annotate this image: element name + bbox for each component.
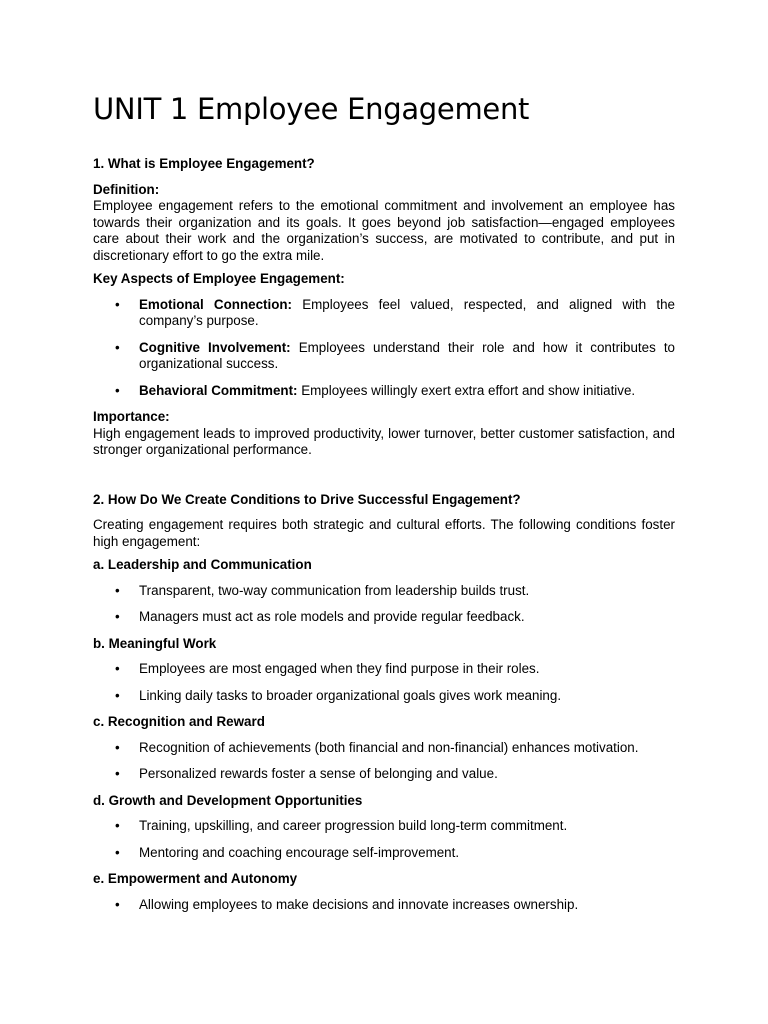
bullet-icon: •: [115, 766, 120, 781]
subsection-heading-empowerment: e. Empowerment and Autonomy: [93, 871, 298, 886]
aspect-term: Emotional Connection:: [139, 296, 293, 312]
list-item: [93, 818, 675, 835]
section1-heading: 1. What is Employee Engagement?: [93, 156, 315, 171]
list-item: [93, 766, 675, 783]
meaningful-work-list: [93, 661, 675, 704]
document-page: [93, 90, 675, 923]
subsection-heading-meaningful-work: b. Meaningful Work: [93, 635, 217, 651]
list-item-text: Employees are most engaged when they find purpose in their roles.: [139, 661, 540, 676]
bullet-icon: •: [115, 687, 120, 703]
subsection-heading-leadership: a. Leadership and Communication: [93, 557, 312, 572]
list-item-text: Mentoring and coaching encourage self-improvement.: [139, 844, 460, 860]
aspect-text: Employees understand their role and how it contributes to organizational success.: [139, 339, 675, 371]
bullet-icon: •: [115, 582, 120, 598]
definition-text: Employee engagement refers to the emotional commitment and involvement an employee has towards their organization and its goals. It goes beyond job satisfaction—engaged employees care about their work and the organization’s success, are motivated to contribute, and put in discretionary effort to go the extra mile.: [93, 198, 675, 263]
aspect-term: Behavioral Commitment:: [139, 382, 298, 398]
section2-intro: Creating engagement requires both strategic and cultural efforts. The following conditions foster high engagement:: [93, 517, 675, 549]
list-item: [93, 609, 675, 626]
aspect-term: Cognitive Involvement:: [139, 339, 291, 355]
list-item-text: Allowing employees to make decisions and innovate increases ownership.: [139, 896, 579, 912]
bullet-icon: •: [115, 661, 120, 676]
list-item: [93, 583, 675, 600]
key-aspects-list: [93, 297, 675, 400]
key-aspects-heading: Key Aspects of Employee Engagement:: [93, 271, 345, 286]
list-item: [93, 383, 675, 400]
list-item: [93, 688, 675, 705]
bullet-icon: •: [115, 818, 120, 833]
bullet-icon: •: [115, 296, 120, 312]
definition-label: Definition:: [93, 181, 160, 197]
list-item-text: Personalized rewards foster a sense of belonging and value.: [139, 766, 498, 781]
bullet-icon: •: [115, 896, 120, 912]
list-item: [93, 340, 675, 373]
list-item-text: Recognition of achievements (both financial and non-financial) enhances motivation.: [139, 739, 639, 755]
bullet-icon: •: [115, 844, 120, 860]
subsection-heading-recognition: c. Recognition and Reward: [93, 714, 265, 729]
bullet-icon: •: [115, 739, 120, 755]
empowerment-list: [93, 897, 675, 914]
aspect-text: Employees feel valued, respected, and aligned with the company’s purpose.: [139, 296, 675, 328]
list-item: [93, 740, 675, 757]
list-item: [93, 897, 675, 914]
bullet-icon: •: [115, 609, 120, 624]
bullet-icon: •: [115, 339, 120, 355]
importance-label: Importance:: [93, 409, 170, 424]
list-item: [93, 845, 675, 862]
list-item-text: Transparent, two-way communication from leadership builds trust.: [139, 582, 530, 598]
list-item: [93, 297, 675, 330]
subsection-heading-growth: d. Growth and Development Opportunities: [93, 792, 363, 808]
importance-text: High engagement leads to improved productivity, lower turnover, better customer satisfaction, and stronger organizational performance.: [93, 425, 675, 457]
section2-heading: 2. How Do We Create Conditions to Drive Successful Engagement?: [93, 491, 521, 507]
leadership-list: [93, 583, 675, 626]
list-item-text: Linking daily tasks to broader organizational goals gives work meaning.: [139, 687, 562, 703]
growth-list: [93, 818, 675, 861]
list-item: [93, 661, 675, 678]
recognition-list: [93, 740, 675, 783]
bullet-icon: •: [115, 382, 120, 398]
list-item-text: Training, upskilling, and career progression build long-term commitment.: [139, 818, 568, 833]
list-item-text: Managers must act as role models and provide regular feedback.: [139, 609, 525, 624]
page-title: UNIT 1 Employee Engagement: [93, 92, 530, 126]
aspect-text: Employees willingly exert extra effort and show initiative.: [297, 382, 636, 398]
